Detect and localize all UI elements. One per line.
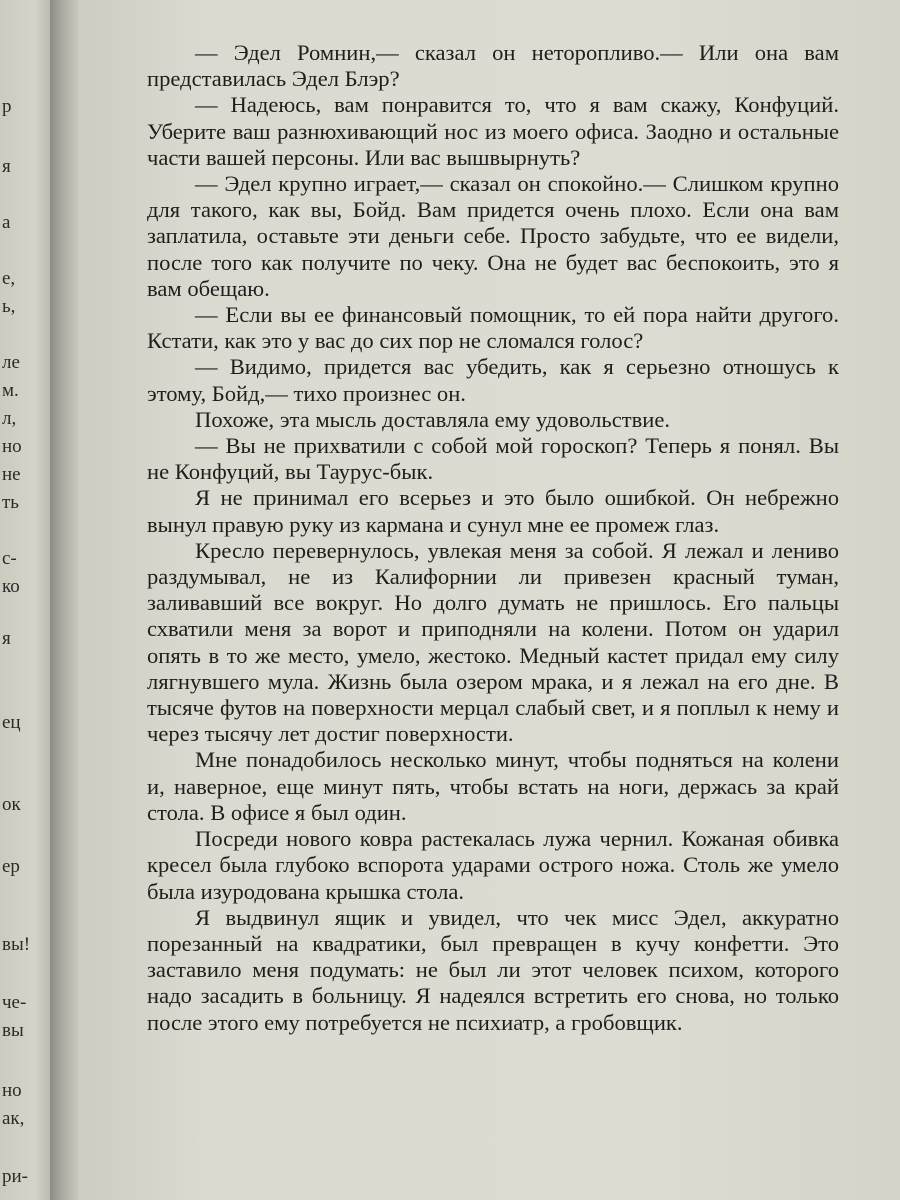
page-text (147, 40, 839, 1036)
left-page-fragment: но (2, 1080, 22, 1101)
left-page-fragment: ец (2, 712, 21, 733)
paragraph: — Эдел крупно играет,— сказал он спокойно.— Слишком крупно для такого, как вы, Бойд. Вам придется очень плохо. Если она вам заплатила, оставьте эти деньги себе. Просто забудьте, что ее видели, после того как получите по чеку. Она не будет вас беспокоить, это я вам обещаю. (147, 171, 839, 301)
left-page-fragment: вы (2, 1020, 24, 1041)
paragraph: — Если вы ее финансовый помощник, то ей пора найти другого. Кстати, как это у вас до сих пор не сломался голос? (147, 302, 839, 354)
left-page-fragment: ть (2, 492, 19, 513)
left-page-fragment: ь, (2, 296, 16, 317)
paragraph: — Видимо, придется вас убедить, как я серьезно отношусь к этому, Бойд,— тихо произнес он. (147, 354, 839, 406)
paragraph: Я не принимал его всерьез и это было ошибкой. Он небрежно вынул правую руку из кармана и сунул мне ее промеж глаз. (147, 485, 839, 537)
left-page-fragment: вы! (2, 934, 31, 955)
left-page-fragment: не (2, 464, 21, 485)
left-page-fragment: я (2, 628, 11, 649)
left-page-fragment: но (2, 436, 22, 457)
left-page-fragment: л, (2, 408, 17, 429)
paragraph: — Эдел Ромнин,— сказал он неторопливо.— Или она вам представилась Эдел Блэр? (147, 40, 839, 92)
paragraph: Я выдвинул ящик и увидел, что чек мисс Эдел, аккуратно порезанный на квадратики, был превращен в кучу конфетти. Это заставило меня подумать: не был ли этот человек психом, которого надо засадить в больницу. Я надеялся встретить его снова, но только после этого ему потребуется не психиатр, а гробовщик. (147, 904, 839, 1035)
paragraph: Мне понадобилось несколько минут, чтобы подняться на колени и, наверное, еще минут пять, чтобы встать на ноги, держась за край стола. В офисе я был один. (147, 747, 839, 825)
left-page-fragment: ко (2, 576, 20, 597)
left-page-fragment: р (2, 96, 12, 117)
right-page (78, 0, 900, 1200)
left-page-fragment: м. (2, 380, 19, 401)
left-page-fragment: я (2, 156, 11, 177)
left-page-fragment: е, (2, 268, 16, 289)
paragraph: Посреди нового ковра растекалась лужа чернил. Кожаная обивка кресел была глубоко вспорота ударами острого ножа. Столь же умело была изуродована крышка стола. (147, 826, 839, 904)
left-page-fragment: с- (2, 548, 17, 569)
left-page-fragment: а (2, 212, 11, 233)
paragraph: — Вы не прихватили с собой мой гороскоп? Теперь я понял. Вы не Конфуций, вы Таурус-бык. (147, 433, 839, 485)
left-page-fragment: ер (2, 856, 20, 877)
book-gutter (50, 0, 78, 1200)
left-page-fragment: ак, (2, 1108, 25, 1129)
paragraph: Кресло перевернулось, увлекая меня за собой. Я лежал и лениво раздумывал, не из Калифорнии ли привезен красный туман, заливавший все вокруг. Но долго думать не пришлось. Его пальцы схватили меня за ворот и приподняли на колени. Потом он ударил опять в то же место, умело, жестоко. Медный кастет придал ему силу лягнувшего мула. Жизнь была озером мрака, и я лежал на его дне. В тысяче футов на поверхности мерцал слабый свет, и я поплыл к нему и через тысячу лет достиг поверхности. (147, 537, 839, 747)
paragraph: — Надеюсь, вам понравится то, что я вам скажу, Конфуций. Уберите ваш разнюхивающий нос из моего офиса. Заодно и остальные части вашей персоны. Или вас вышвырнуть? (147, 92, 839, 170)
paragraph: Похоже, эта мысль доставляла ему удовольствие. (195, 406, 671, 432)
left-page-fragment: ри- (2, 1166, 28, 1187)
left-page-edge (0, 0, 50, 1200)
left-page-fragment: че- (2, 992, 27, 1013)
left-page-fragment: ле (2, 352, 20, 373)
left-page-fragment: ок (2, 794, 21, 815)
